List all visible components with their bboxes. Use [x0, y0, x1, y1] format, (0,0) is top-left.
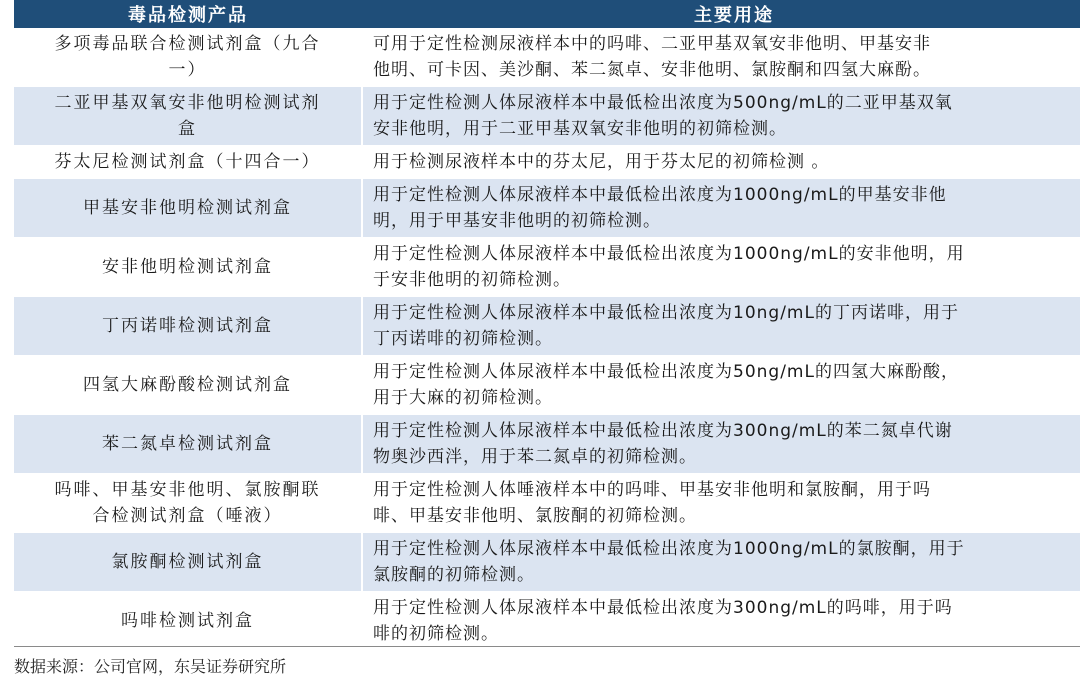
- product-cell: 吗啡检测试剂盒: [14, 592, 362, 643]
- table-row: [14, 179, 1080, 238]
- table-row: [14, 238, 1080, 297]
- table-row: [14, 592, 1080, 643]
- product-cell: 丁丙诺啡检测试剂盒: [14, 297, 362, 356]
- table-row: [14, 28, 1080, 87]
- table-row: [14, 297, 1080, 356]
- product-cell: 安非他明检测试剂盒: [14, 238, 362, 297]
- table-row: [14, 87, 1080, 146]
- usage-cell: 用于定性检测人体尿液样本中最低检出浓度为300ng/mL的吗啡，用于吗 啡的初筛检测。: [362, 592, 1080, 643]
- usage-cell: 用于定性检测人体尿液样本中最低检出浓度为500ng/mL的二亚甲基双氧 安非他明，用于二亚甲基双氧安非他明的初筛检测。: [362, 87, 1080, 146]
- product-cell: 氯胺酮检测试剂盒: [14, 533, 362, 592]
- product-cell: 多项毒品联合检测试剂盒（九合 一）: [14, 28, 362, 87]
- usage-cell: 用于定性检测人体尿液样本中最低检出浓度为50ng/mL的四氢大麻酚酸， 用于大麻的初筛检测。: [362, 356, 1080, 415]
- table-row: [14, 146, 1080, 179]
- usage-cell: 用于定性检测人体尿液样本中最低检出浓度为1000ng/mL的氯胺酮，用于 氯胺酮的初筛检测。: [362, 533, 1080, 592]
- usage-cell: 用于定性检测人体唾液样本中的吗啡、甲基安非他明和氯胺酮，用于吗 啡、甲基安非他明、氯胺酮的初筛检测。: [362, 474, 1080, 533]
- drug-test-product-table: [14, 0, 1080, 642]
- usage-cell: 可用于定性检测尿液样本中的吗啡、二亚甲基双氧安非他明、甲基安非 他明、可卡因、美沙酮、苯二氮卓、安非他明、氯胺酮和四氢大麻酚。: [362, 28, 1080, 87]
- header-product: 毒品检测产品: [14, 0, 362, 28]
- usage-cell: 用于定性检测人体尿液样本中最低检出浓度为10ng/mL的丁丙诺啡，用于 丁丙诺啡的初筛检测。: [362, 297, 1080, 356]
- header-usage: 主要用途: [362, 0, 1080, 28]
- source-note: 数据来源：公司官网，东吴证券研究所: [14, 657, 287, 676]
- usage-cell: 用于检测尿液样本中的芬太尼，用于芬太尼的初筛检测 。: [362, 146, 1080, 179]
- product-cell: 吗啡、甲基安非他明、氯胺酮联 合检测试剂盒（唾液）: [14, 474, 362, 533]
- table-row: [14, 533, 1080, 592]
- usage-cell: 用于定性检测人体尿液样本中最低检出浓度为1000ng/mL的甲基安非他 明，用于甲基安非他明的初筛检测。: [362, 179, 1080, 238]
- product-cell: 苯二氮卓检测试剂盒: [14, 415, 362, 474]
- product-cell: 甲基安非他明检测试剂盒: [14, 179, 362, 238]
- product-table-container: [14, 0, 1080, 642]
- product-cell: 四氢大麻酚酸检测试剂盒: [14, 356, 362, 415]
- product-cell: 二亚甲基双氧安非他明检测试剂 盒: [14, 87, 362, 146]
- usage-cell: 用于定性检测人体尿液样本中最低检出浓度为300ng/mL的苯二氮卓代谢 物奥沙西泮，用于苯二氮卓的初筛检测。: [362, 415, 1080, 474]
- product-cell: 芬太尼检测试剂盒（十四合一）: [14, 146, 362, 179]
- table-row: [14, 474, 1080, 533]
- table-row: [14, 415, 1080, 474]
- table-header-row: [14, 0, 1080, 28]
- usage-cell: 用于定性检测人体尿液样本中最低检出浓度为1000ng/mL的安非他明，用 于安非他明的初筛检测。: [362, 238, 1080, 297]
- table-bottom-rule: [14, 646, 1080, 647]
- table-row: [14, 356, 1080, 415]
